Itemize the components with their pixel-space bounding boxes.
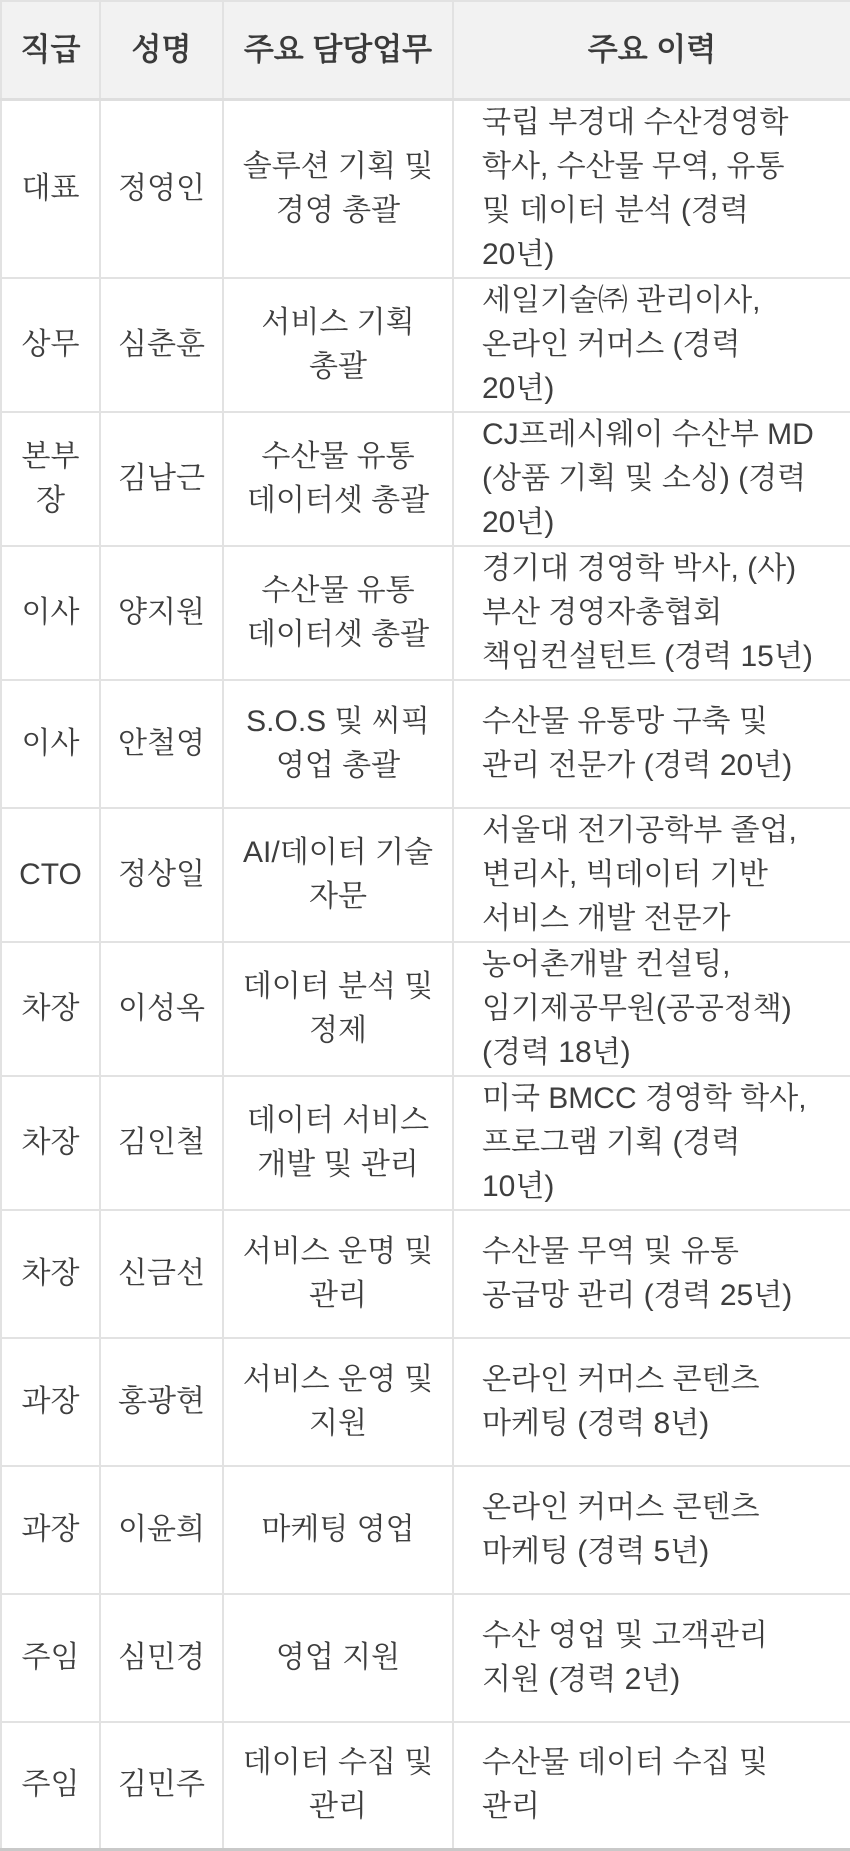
cell-duty: 수산물 유통 데이터셋 총괄	[223, 412, 453, 546]
cell-duty: 서비스 운명 및 관리	[223, 1210, 453, 1338]
table-row	[1, 412, 850, 546]
cell-history: 서울대 전기공학부 졸업, 변리사, 빅데이터 기반 서비스 개발 전문가	[453, 808, 850, 942]
cell-duty: S.O.S 및 씨픽 영업 총괄	[223, 680, 453, 808]
table-row	[1, 1210, 850, 1338]
table-row	[1, 1338, 850, 1466]
cell-name: 심춘훈	[100, 278, 223, 412]
cell-duty: 서비스 기획 총괄	[223, 278, 453, 412]
column-header-history: 주요 이력	[453, 1, 850, 99]
cell-history: 수산 영업 및 고객관리 지원 (경력 2년)	[453, 1594, 850, 1722]
cell-position: 과장	[1, 1338, 100, 1466]
cell-history: 수산물 데이터 수집 및 관리	[453, 1722, 850, 1850]
cell-history: 경기대 경영학 박사, (사)부산 경영자총협회 책임컨설턴트 (경력 15년)	[453, 546, 850, 680]
cell-duty: 마케팅 영업	[223, 1466, 453, 1594]
cell-position: 차장	[1, 1210, 100, 1338]
cell-position: 본부장	[1, 412, 100, 546]
cell-position: 주임	[1, 1594, 100, 1722]
cell-name: 김남근	[100, 412, 223, 546]
table-row	[1, 99, 850, 278]
table-row	[1, 1466, 850, 1594]
cell-name: 정영인	[100, 99, 223, 278]
cell-position: 과장	[1, 1466, 100, 1594]
cell-name: 이윤희	[100, 1466, 223, 1594]
header-row	[1, 1, 850, 99]
cell-name: 이성옥	[100, 942, 223, 1076]
table-row	[1, 942, 850, 1076]
cell-position: 주임	[1, 1722, 100, 1850]
table-row	[1, 546, 850, 680]
cell-name: 홍광현	[100, 1338, 223, 1466]
cell-duty: 데이터 수집 및 관리	[223, 1722, 453, 1850]
cell-name: 안철영	[100, 680, 223, 808]
table-header	[1, 1, 850, 99]
cell-duty: 영업 지원	[223, 1594, 453, 1722]
table-row	[1, 680, 850, 808]
cell-history: 국립 부경대 수산경영학 학사, 수산물 무역, 유통 및 데이터 분석 (경력 20년)	[453, 99, 850, 278]
cell-duty: AI/데이터 기술 자문	[223, 808, 453, 942]
cell-history: 수산물 무역 및 유통 공급망 관리 (경력 25년)	[453, 1210, 850, 1338]
table-row	[1, 808, 850, 942]
cell-position: 이사	[1, 546, 100, 680]
cell-name: 김인철	[100, 1076, 223, 1210]
cell-name: 김민주	[100, 1722, 223, 1850]
cell-history: 수산물 유통망 구축 및 관리 전문가 (경력 20년)	[453, 680, 850, 808]
cell-history: 농어촌개발 컨설팅, 임기제공무원(공공정책) (경력 18년)	[453, 942, 850, 1076]
cell-position: 이사	[1, 680, 100, 808]
cell-history: CJ프레시웨이 수산부 MD (상품 기획 및 소싱) (경력 20년)	[453, 412, 850, 546]
cell-duty: 서비스 운영 및 지원	[223, 1338, 453, 1466]
column-header-duty: 주요 담당업무	[223, 1, 453, 99]
cell-history: 온라인 커머스 콘텐츠 마케팅 (경력 8년)	[453, 1338, 850, 1466]
cell-history: 세일기술㈜ 관리이사, 온라인 커머스 (경력 20년)	[453, 278, 850, 412]
cell-position: 상무	[1, 278, 100, 412]
table-row	[1, 1722, 850, 1850]
cell-name: 심민경	[100, 1594, 223, 1722]
cell-position: 대표	[1, 99, 100, 278]
cell-history: 미국 BMCC 경영학 학사, 프로그램 기획 (경력 10년)	[453, 1076, 850, 1210]
table-row	[1, 1594, 850, 1722]
table-body	[1, 99, 850, 1850]
cell-duty: 데이터 분석 및 정제	[223, 942, 453, 1076]
cell-name: 신금선	[100, 1210, 223, 1338]
cell-position: 차장	[1, 942, 100, 1076]
cell-name: 양지원	[100, 546, 223, 680]
column-header-name: 성명	[100, 1, 223, 99]
cell-duty: 수산물 유통 데이터셋 총괄	[223, 546, 453, 680]
table-row	[1, 1076, 850, 1210]
cell-duty: 솔루션 기획 및 경영 총괄	[223, 99, 453, 278]
cell-position: CTO	[1, 808, 100, 942]
cell-history: 온라인 커머스 콘텐츠 마케팅 (경력 5년)	[453, 1466, 850, 1594]
cell-duty: 데이터 서비스 개발 및 관리	[223, 1076, 453, 1210]
table-row	[1, 278, 850, 412]
cell-position: 차장	[1, 1076, 100, 1210]
cell-name: 정상일	[100, 808, 223, 942]
column-header-position: 직급	[1, 1, 100, 99]
